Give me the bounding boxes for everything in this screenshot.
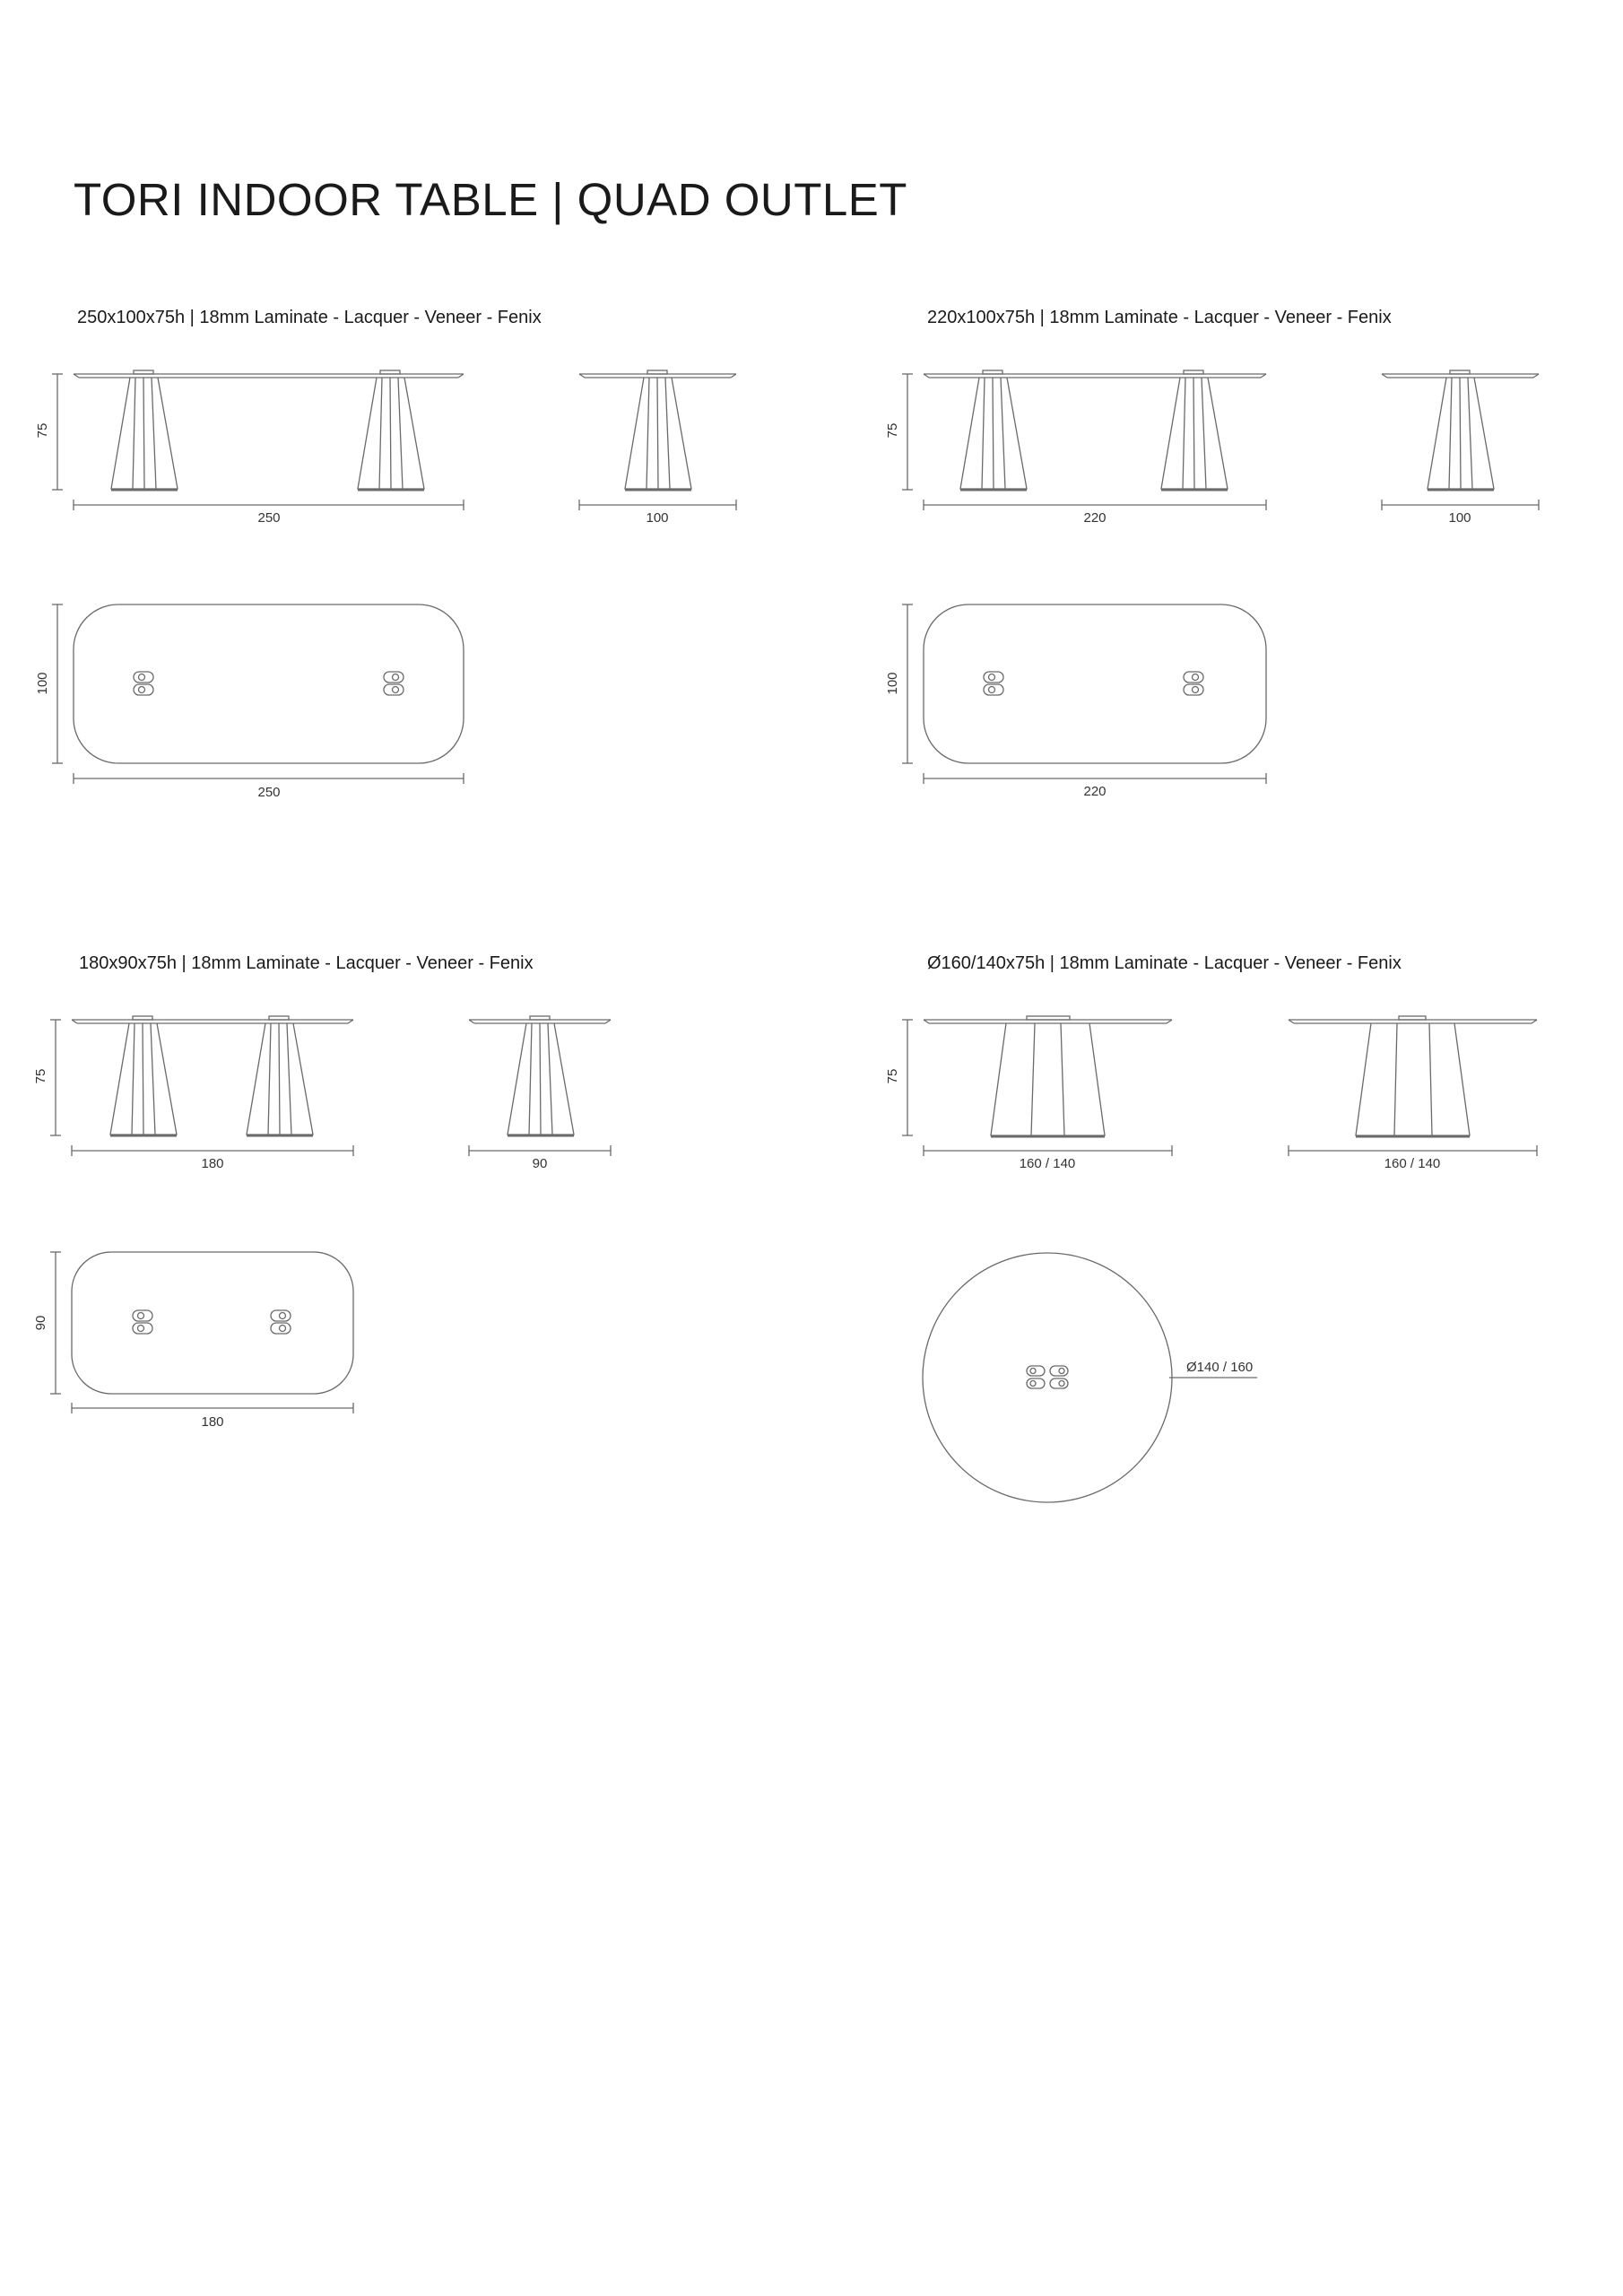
side-view-250: [579, 370, 736, 510]
outlet-pair: [384, 672, 404, 695]
side-view-180: [469, 1016, 611, 1156]
height-label: 75: [885, 1068, 900, 1084]
top-view-round: [923, 1253, 1257, 1502]
outlet-pair: [271, 1310, 291, 1334]
spec-220x100: 220x100x75h | 18mm Laminate - Lacquer - Veneer - Fenix: [927, 308, 1392, 327]
front-view-round: [902, 1016, 1172, 1156]
pedestal-base: [1161, 370, 1228, 490]
top-length-label: 180: [201, 1414, 224, 1430]
top-view-180: [50, 1252, 353, 1413]
width-label: 100: [1448, 510, 1471, 526]
top-width-label: 100: [885, 672, 900, 695]
pedestal-base: [110, 1016, 177, 1135]
front-view-250: [52, 370, 464, 510]
spec-180x90: 180x90x75h | 18mm Laminate - Lacquer - Veneer - Fenix: [79, 953, 534, 973]
length-dimension: [74, 500, 464, 510]
height-label: 75: [885, 422, 900, 439]
height-label: 75: [35, 422, 50, 439]
front-view-220: [902, 370, 1266, 510]
length-label: 180: [201, 1156, 224, 1171]
front-diameter-label: 160 / 140: [1019, 1156, 1076, 1171]
height-dimension: [52, 374, 63, 490]
top-view-220: [902, 604, 1266, 784]
top-width-label: 90: [33, 1315, 48, 1331]
top-width-label: 100: [35, 672, 50, 695]
pedestal-base: [960, 370, 1027, 490]
side-diameter-label: 160 / 140: [1384, 1156, 1441, 1171]
page-title: TORI INDOOR TABLE | QUAD OUTLET: [74, 174, 907, 225]
spec-250x100: 250x100x75h | 18mm Laminate - Lacquer - Veneer - Fenix: [77, 308, 542, 327]
length-label: 220: [1083, 510, 1107, 526]
pedestal-base: [358, 370, 424, 490]
width-label: 100: [646, 510, 669, 526]
spec-round: Ø160/140x75h | 18mm Laminate - Lacquer - Veneer - Fenix: [927, 953, 1402, 973]
width-label: 90: [532, 1156, 548, 1171]
outlet-pair: [134, 672, 153, 695]
side-view-220: [1382, 370, 1539, 510]
pedestal-base: [111, 370, 178, 490]
height-label: 75: [33, 1068, 48, 1084]
diameter-label: Ø140 / 160: [1186, 1360, 1254, 1375]
outlet-pair: [1184, 672, 1203, 695]
front-view-180: [50, 1016, 353, 1156]
side-view-round: [1289, 1016, 1537, 1156]
top-view-250: [52, 604, 464, 784]
quad-outlet: [1027, 1366, 1068, 1388]
outlet-pair: [133, 1310, 152, 1334]
top-length-label: 250: [257, 785, 281, 800]
outlet-pair: [984, 672, 1003, 695]
length-label: 250: [257, 510, 281, 526]
pedestal-base: [247, 1016, 313, 1135]
top-length-label: 220: [1083, 784, 1107, 799]
